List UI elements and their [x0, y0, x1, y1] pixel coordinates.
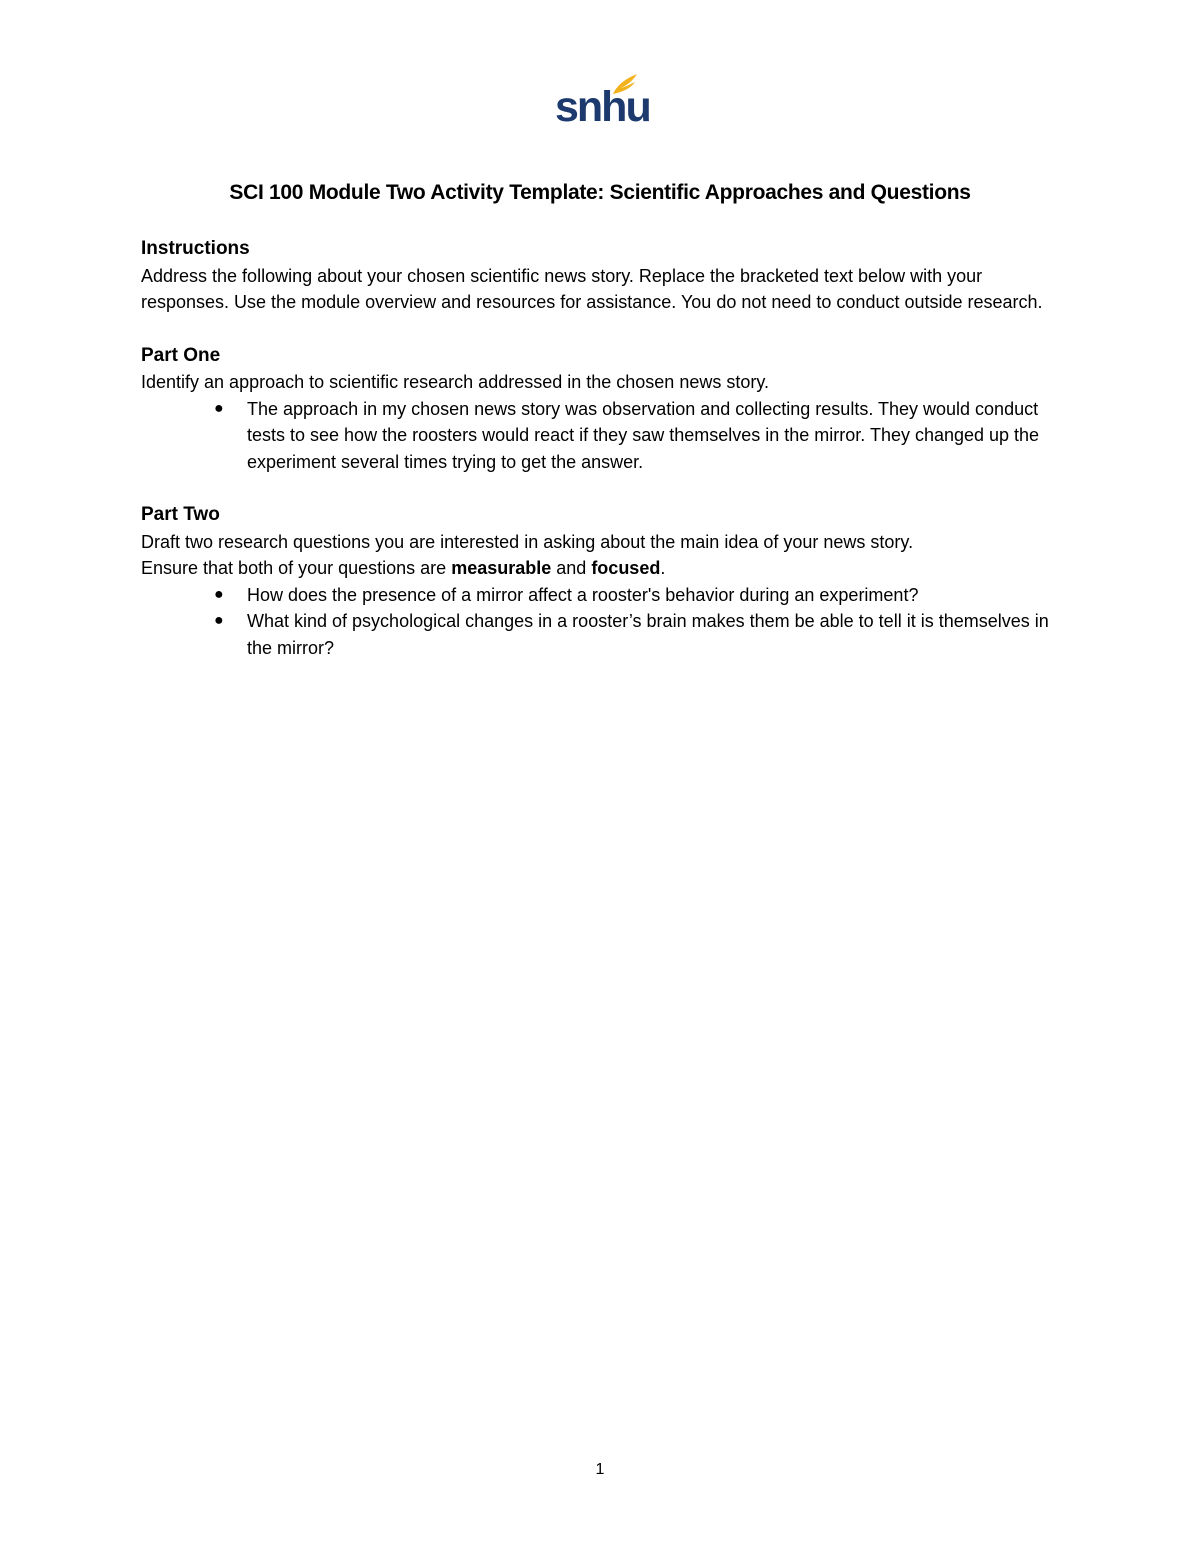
document-body [141, 236, 1051, 661]
part-two-section [141, 502, 1051, 661]
part-two-heading: Part Two [141, 504, 220, 525]
part-one-heading: Part One [141, 344, 221, 366]
list-item [214, 396, 1051, 476]
part-one-section [141, 343, 1051, 476]
bullet-icon: ● [214, 399, 224, 417]
emphasis-measurable: measurable [451, 558, 552, 578]
bullet-icon: ● [214, 585, 224, 603]
instructions-heading: Instructions [141, 238, 250, 259]
emphasis-focused: focused [591, 558, 661, 578]
instructions-section [141, 236, 1051, 316]
part-two-prompt-line1: Draft two research questions you are interested in asking about the main idea of your news story. [141, 531, 914, 552]
list-item [214, 582, 1051, 609]
logo-wordmark: snhu [555, 83, 650, 131]
prompt-text: Ensure that both of your questions are [141, 558, 452, 578]
prompt-end: . [660, 558, 666, 578]
snhu-logo [555, 72, 650, 134]
part-two-responses [141, 582, 1051, 662]
document-title: SCI 100 Module Two Activity Template: Scientific Approaches and Questions [229, 181, 971, 204]
list-item [214, 608, 1051, 661]
instructions-text: Address the following about your chosen scientific news story. Replace the bracketed text below with your responses. Use the module overview and resources for assistance. You do not need to conduct outside research. [141, 265, 1043, 312]
part-one-prompt: Identify an approach to scientific research addressed in the chosen news story. [141, 372, 770, 392]
response-text: How does the presence of a mirror affect a rooster's behavior during an experiment? [247, 584, 919, 605]
response-text: What kind of psychological changes in a rooster’s brain makes them be able to tell it is themselves in the mirror? [247, 611, 1049, 658]
prompt-and: and [551, 558, 592, 578]
response-text: The approach in my chosen news story was observation and collecting results. They would conduct tests to see how the roosters would react if they saw themselves in the mirror. They changed up the experiment several times trying to get the answer. [247, 398, 1040, 472]
bullet-icon: ● [214, 612, 224, 629]
part-one-responses [141, 396, 1051, 476]
part-two-prompt-line2 [141, 555, 1051, 582]
page-number: 1 [595, 1461, 605, 1478]
